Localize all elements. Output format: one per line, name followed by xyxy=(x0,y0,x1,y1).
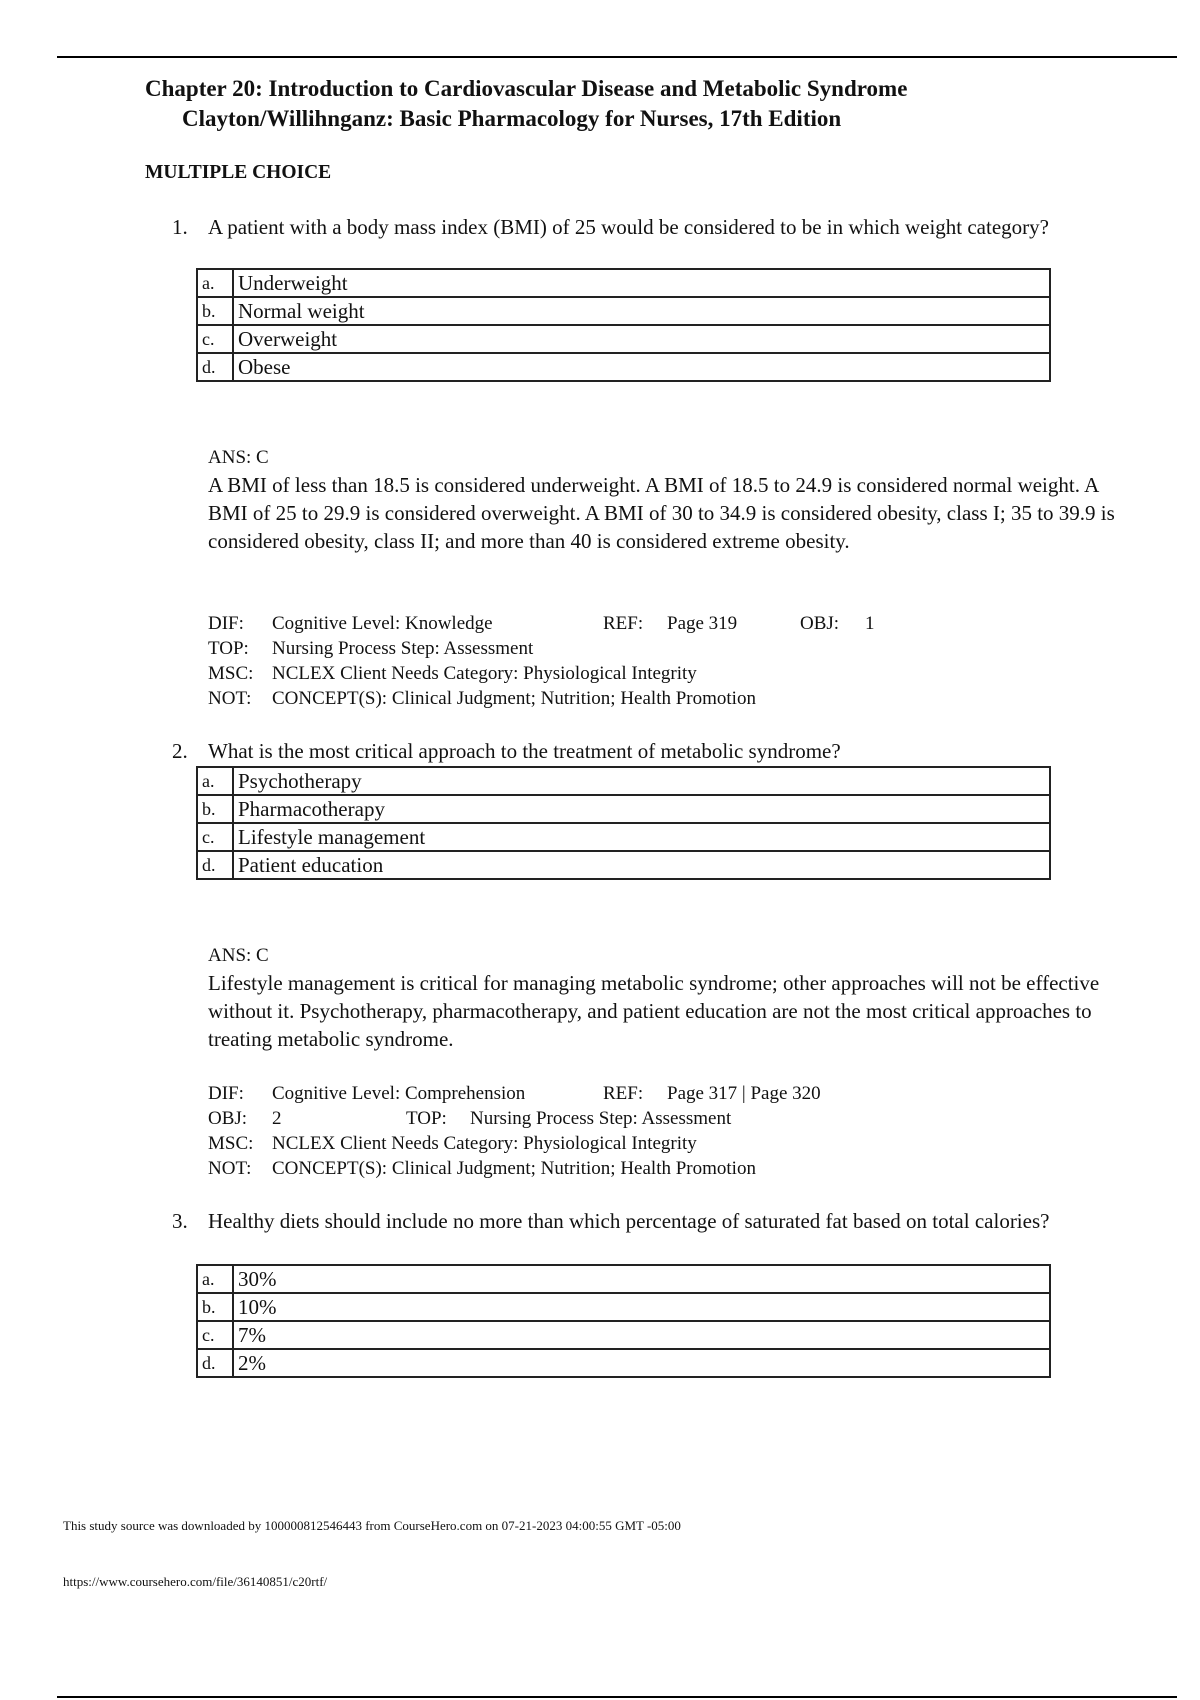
ref-value: Page 317 | Page 320 xyxy=(667,1083,821,1104)
option-row[interactable] xyxy=(197,823,1050,851)
not-label: NOT: xyxy=(208,688,252,709)
option-row[interactable] xyxy=(197,297,1050,325)
option-letter: c. xyxy=(197,325,233,353)
option-letter: a. xyxy=(197,269,233,297)
obj-value: 1 xyxy=(865,613,875,634)
top-rule xyxy=(57,56,1177,58)
option-text: Pharmacotherapy xyxy=(233,795,1050,823)
option-letter: b. xyxy=(197,1293,233,1321)
option-text: 2% xyxy=(233,1349,1050,1377)
options-table-1 xyxy=(196,268,1051,382)
option-letter: d. xyxy=(197,851,233,879)
option-row[interactable] xyxy=(197,795,1050,823)
obj-label: OBJ: xyxy=(800,613,840,634)
option-text: 30% xyxy=(233,1265,1050,1293)
msc-value: NCLEX Client Needs Category: Physiological Integrity xyxy=(272,663,697,684)
rationale-1: A BMI of less than 18.5 is considered underweight. A BMI of 18.5 to 24.9 is considered normal weight. A BMI of 25 to 29.9 is considered overweight. A BMI of 30 to 34.9 is considered obesity, class I; 35 to 39.9 is considered obesity, class II; and more than 40 is considered extreme obesity. xyxy=(208,473,1115,553)
option-text: Underweight xyxy=(233,269,1050,297)
option-row[interactable] xyxy=(197,353,1050,381)
option-row[interactable] xyxy=(197,1321,1050,1349)
option-row[interactable] xyxy=(197,269,1050,297)
options-table-2 xyxy=(196,766,1051,880)
ref-value: Page 319 xyxy=(667,613,738,634)
dif-value: Cognitive Level: Knowledge xyxy=(272,613,493,634)
msc-value: NCLEX Client Needs Category: Physiological Integrity xyxy=(272,1133,697,1154)
question-stem: Healthy diets should include no more than which percentage of saturated fat based on total calories? xyxy=(208,1209,1050,1233)
top-value: Nursing Process Step: Assessment xyxy=(272,638,534,659)
answer-2: ANS: C xyxy=(208,945,269,966)
msc-label: MSC: xyxy=(208,663,254,684)
option-text: Patient education xyxy=(233,851,1050,879)
obj-value: 2 xyxy=(272,1108,282,1129)
option-text: Lifestyle management xyxy=(233,823,1050,851)
option-letter: c. xyxy=(197,823,233,851)
top-label: TOP: xyxy=(208,638,249,659)
rationale-2: Lifestyle management is critical for managing metabolic syndrome; other approaches will not be effective without it. Psychotherapy, pharmacotherapy, and patient education are not the most critical approaches to treating metabolic syndrome. xyxy=(208,971,1100,1051)
answer-1: ANS: C xyxy=(208,447,269,468)
dif-label: DIF: xyxy=(208,1083,244,1104)
option-text: 7% xyxy=(233,1321,1050,1349)
bottom-rule xyxy=(57,1696,1177,1698)
question-stem: What is the most critical approach to the treatment of metabolic syndrome? xyxy=(208,739,841,763)
option-text: Normal weight xyxy=(233,297,1050,325)
source-url[interactable]: https://www.coursehero.com/file/36140851/c20rtf/ xyxy=(63,1574,328,1589)
option-row[interactable] xyxy=(197,1265,1050,1293)
option-row[interactable] xyxy=(197,325,1050,353)
not-label: NOT: xyxy=(208,1158,252,1179)
msc-label: MSC: xyxy=(208,1133,254,1154)
option-text: Overweight xyxy=(233,325,1050,353)
option-letter: b. xyxy=(197,297,233,325)
dif-value: Cognitive Level: Comprehension xyxy=(272,1083,526,1104)
option-row[interactable] xyxy=(197,767,1050,795)
option-letter: c. xyxy=(197,1321,233,1349)
option-text: Obese xyxy=(233,353,1050,381)
option-row[interactable] xyxy=(197,1349,1050,1377)
not-value: CONCEPT(S): Clinical Judgment; Nutrition; Health Promotion xyxy=(272,688,756,709)
option-letter: d. xyxy=(197,353,233,381)
question-stem: A patient with a body mass index (BMI) of 25 would be considered to be in which weight category? xyxy=(208,215,1049,239)
option-letter: d. xyxy=(197,1349,233,1377)
question-number: 1. xyxy=(172,215,188,239)
section-heading: MULTIPLE CHOICE xyxy=(145,162,332,183)
top-value: Nursing Process Step: Assessment xyxy=(470,1108,732,1129)
ref-label: REF: xyxy=(603,613,644,634)
chapter-title: Chapter 20: Introduction to Cardiovascular Disease and Metabolic Syndrome xyxy=(145,76,908,101)
not-value: CONCEPT(S): Clinical Judgment; Nutrition; Health Promotion xyxy=(272,1158,756,1179)
top-label: TOP: xyxy=(406,1108,447,1129)
option-letter: a. xyxy=(197,767,233,795)
options-table-3 xyxy=(196,1264,1051,1378)
option-row[interactable] xyxy=(197,851,1050,879)
book-title: Clayton/Willihnganz: Basic Pharmacology for Nurses, 17th Edition xyxy=(182,106,842,131)
option-row[interactable] xyxy=(197,1293,1050,1321)
question-number: 2. xyxy=(172,739,188,763)
question-number: 3. xyxy=(172,1209,188,1233)
option-text: 10% xyxy=(233,1293,1050,1321)
option-text: Psychotherapy xyxy=(233,767,1050,795)
obj-label: OBJ: xyxy=(208,1108,248,1129)
option-letter: b. xyxy=(197,795,233,823)
download-note: This study source was downloaded by 100000812546443 from CourseHero.com on 07-21-2023 04:00:55 GMT -05:00 xyxy=(63,1518,681,1533)
ref-label: REF: xyxy=(603,1083,644,1104)
dif-label: DIF: xyxy=(208,613,244,634)
option-letter: a. xyxy=(197,1265,233,1293)
